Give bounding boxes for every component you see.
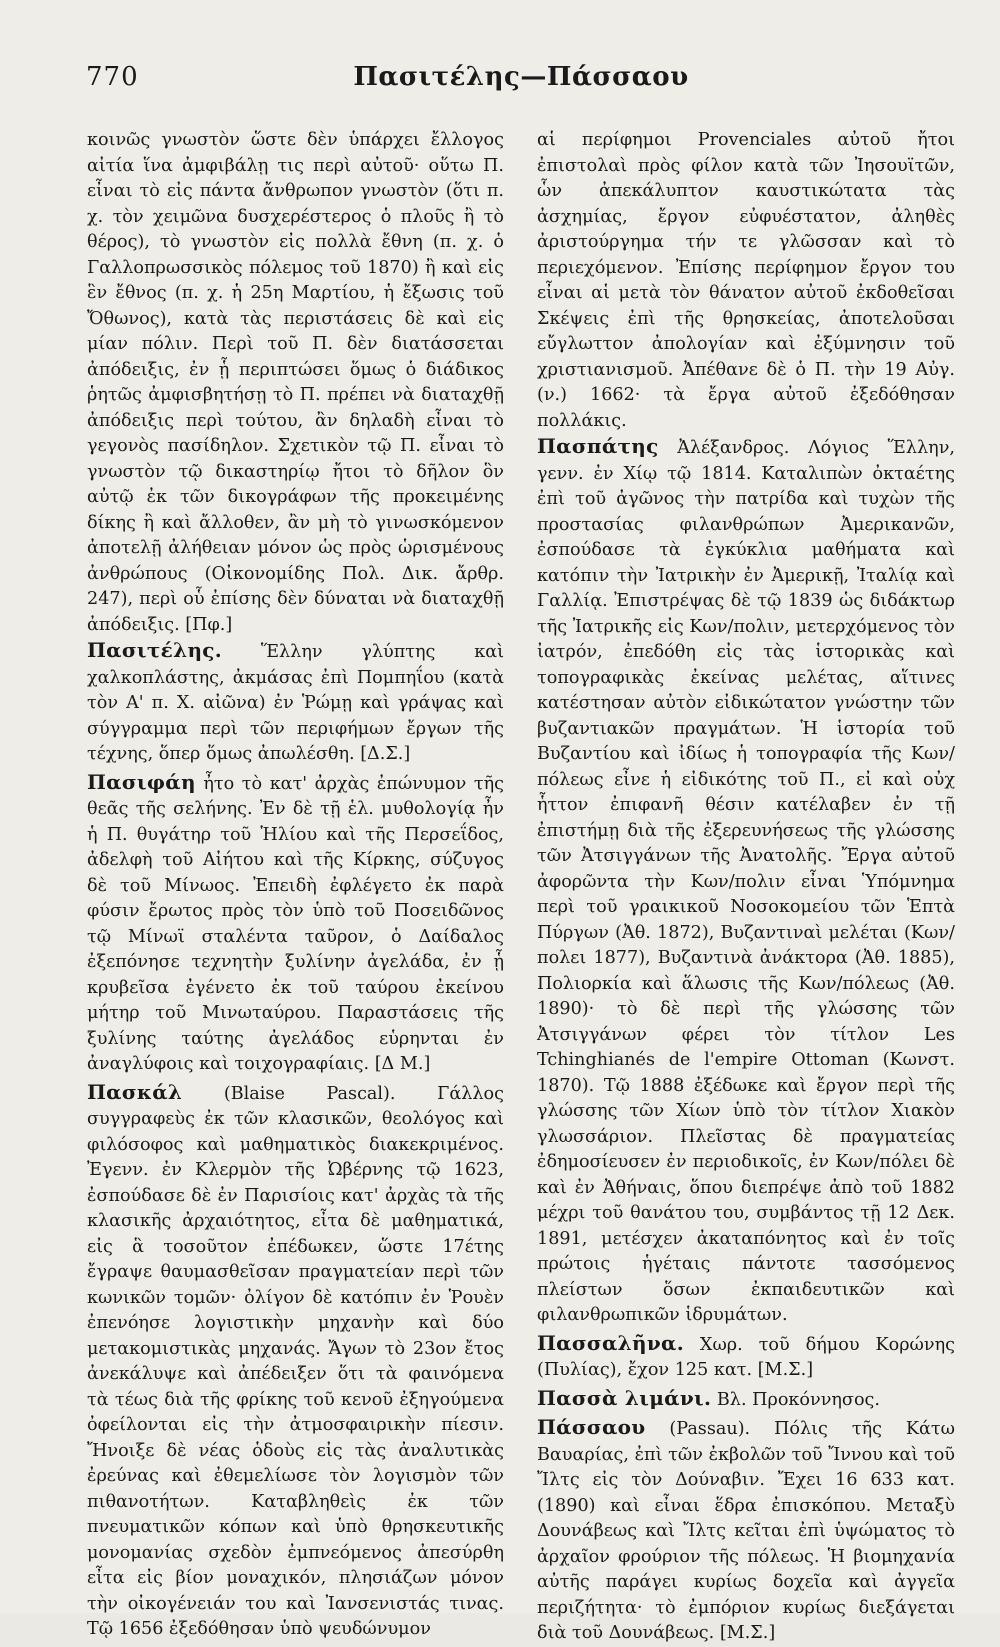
entry-headword: Πασσὰ λιμάνι. — [537, 1385, 712, 1410]
entry-pasiteles — [87, 638, 504, 768]
entry-text: (Passau). Πόλις τῆς Κάτω Βαυαρίας, ἐπὶ τῶν ἐκβολῶν τοῦ Ἴννου καὶ τοῦ Ἴλτς εἰς τὸν Δούναβιν. Ἔχει 16 633 κατ. (1890) καὶ εἶναι ἕδρα ἐπισκόπου. Μεταξὺ Δουνάβεως καὶ Ἴλτς κεῖται ἐπὶ ὑψώματος τὸ ἀρχαῖον φρούριον τῆς πόλεως. Ἡ βιομηχανία αὐτῆς παράγει κυρίως δοχεῖα καὶ ἀγγεῖα περιζήτητα· τὸ ἐμπόριον κυρίως διεξάγεται διὰ τοῦ Δουνάβεως. [Μ.Σ.] — [537, 1419, 955, 1643]
page-header — [86, 62, 956, 102]
entry-headword: Πάσσαου — [537, 1415, 646, 1439]
entry-text: (Blaise Pascal). Γάλλος συγγραφεὺς ἐκ τῶν κλασικῶν, θεολόγος καὶ φιλόσοφος καὶ μαθηματικὸς διακεκριμένος. Ἐγενν. ἐν Κλερμὸν τῆς Ὠβέρνης τῷ 1623, ἐσπούδασε δὲ ἐν Παρισίοις κατ' ἀρχὰς τὰ τῆς κλασικῆς ἀρχαιότητος, εἶτα δὲ μαθηματικά, εἰς ἃ τοσοῦτον ἐπέδωκεν, ὥστε 17έτης ἔγραψε θαυμασθεῖσαν πραγματείαν περὶ τῶν κωνικῶν τομῶν· ὀλίγον δὲ κατόπιν ἐν Ῥουὲν ἐπενόησε λογιστικὴν μηχανὴν καὶ δύο μετακομιστικὰς μηχανάς. Ἄγων τὸ 23ον ἔτος ἀνεκάλυψε καὶ ἀπέδειξεν ὅτι τὰ φαινόμενα τὰ τέως διὰ τῆς φρίκης τοῦ κενοῦ ἐξηγούμενα ὀφείλονται εἰς τὴν ἀτμοσφαιρικὴν πίεσιν. Ἤνοιξε δὲ νέας ὁδοὺς εἰς τὰς ἀναλυτικὰς ἐρεύνας καὶ ἐθεμελίωσε τὸν λογισμὸν τῶν πιθανοτήτων. Καταβληθεὶς ἐκ τῶν πνευματικῶν κόπων καὶ ὑπὸ θρησκευτικῆς μονομανίας σχεδὸν ἐμπνεόμενος ἀπεσύρθη εἶτα εἰς βίον μοναχικόν, πλησιάζων μόνον τὴν οἰκογένειάν του καὶ Ἰανσενιστάς τινας. Τῷ 1656 ἐξεδόθησαν ὑπὸ ψευδώνυμον — [87, 1083, 504, 1639]
entry-headword: Πασπάτης — [537, 434, 659, 458]
right-column — [537, 128, 955, 1647]
entry-headword: Πασιτέλης. — [87, 638, 223, 662]
entry-text: Ἕλλην γλύπτης καὶ χαλκοπλάστης, ἀκμάσας ἐπὶ Πομπηΐου (κατὰ τὸν Α' π. Χ. αἰῶνα) ἐν Ῥώμῃ καὶ γράψας καὶ σύγγραμμα περὶ τῶν περιφήμων ἔργων τῆς τέχνης, ὅπερ ὅμως ἀπωλέσθη. [Δ.Σ.] — [87, 642, 504, 764]
entry-text: Χωρ. τοῦ δήμου Κορώνης (Πυλίας), ἔχον 125 κατ. [Μ.Σ.] — [537, 1334, 955, 1380]
entry-pascal — [87, 1080, 504, 1643]
entry-text: Βλ. Προκόννησος. — [711, 1389, 880, 1410]
entry-text: ἦτο τὸ κατ' ἀρχὰς ἐπώνυμον τῆς θεᾶς τῆς σελήνης. Ἐν δὲ τῇ ἑλ. μυθολογίᾳ ἦν ἡ Π. θυγάτηρ τοῦ Ἡλίου καὶ τῆς Περσεΐδος, ἀδελφὴ τοῦ Αἰήτου καὶ τῆς Κίρκης, σύζυγος δὲ τοῦ Μίνωος. Ἐπειδὴ ἐφλέγετο ἐκ παρὰ φύσιν ἔρωτος πρὸς τὸν ὑπὸ τοῦ Ποσειδῶνος τῷ Μίνωϊ σταλέντα ταῦρον, ὁ Δαίδαλος ἐξεπόνησε τεχνητὴν ξυλίνην ἀγελάδα, ἐν ᾗ κρυβεῖσα ἐγένετο ἐκ τοῦ ταύρου ἐκείνου μήτηρ τοῦ Μινωταύρου. Παραστάσεις τῆς ξυλίνης ταύτης ἀγελάδος εὑρηνται ἐν ἀναγλύφοις καὶ τοιχογραφίαις. [Δ Μ.] — [87, 773, 504, 1074]
entry-headword: Πασιφάη — [87, 769, 196, 794]
entry-continuation: αἱ περίφημοι Provenciales αὐτοῦ ἤτοι ἐπιστολαὶ πρὸς φίλον κατὰ τῶν Ἰησουϊτῶν, ὧν ἀπεκάλυπτον καυστικώτατα τὰς ἀσχημίας, ἔργον εὐφυέστατον, ἀληθὲς ἀριστούργημα τήν τε γλῶσσαν καὶ τὸ περιεχόμενον. Ἐπίσης περίφημον ἔργον του εἶναι αἱ μετὰ τὸν θάνατον αὐτοῦ ἐκδοθεῖσαι Σκέψεις ἐπὶ τῆς θρησκείας, ἀποτελοῦσαι εὔγλωττον ἀπολογίαν καὶ ἐξύμνησιν τοῦ χριστιανισμοῦ. Ἀπέθανε δὲ ὁ Π. τὴν 19 Αὐγ. (ν.) 1662· τὰ ἔργα αὐτοῦ ἐξεδόθησαν πολλάκις. — [537, 130, 955, 431]
left-column — [87, 128, 504, 1643]
page-number: 770 — [86, 62, 139, 92]
entry-headword: Πασκάλ — [87, 1079, 183, 1104]
entry-passa-limani — [537, 1386, 955, 1414]
entry-continuation: κοινῶς γνωστὸν ὥστε δὲν ὑπάρχει ἔλλογος αἰτία ἵνα ἀμφιβάλῃ τις περὶ αὐτοῦ· οὕτω Π. εἶναι τὸ εἰς πάντα ἄνθρωπον γνωστὸν (ὅτι π. χ. τὸν χειμῶνα δυσχερέστερος ὁ πλοῦς ἢ τὸ θέρος), τὸ γνωστὸν εἰς πολλὰ ἔθνη (π. χ. ὁ Γαλλοπρωσσικὸς πόλεμος τοῦ 1870) ἢ καὶ εἰς ἓν ἔθνος (π. χ. ἡ 25η Μαρτίου, ἡ ἔξωσις τοῦ Ὄθωνος), κατὰ τὰς περιστάσεις δὲ καὶ εἰς μίαν πόλιν. Περὶ τοῦ Π. δὲν διατάσσεται ἀπόδειξις, ἐν ᾗ περιπτώσει ὅμως ὁ διάδικος ῥητῶς ἀμφισβητήσῃ τὸ Π. πρέπει νὰ διαταχθῇ ἀπόδειξις περὶ τούτου, ἂν δηλαδὴ εἶναι τὸ γεγονὸς πασίδηλον. Σχετικὸν τῷ Π. εἶναι τὸ γνωστὸν τῷ δικαστηρίῳ ἤτοι τὸ δῆλον ὃν αὐτῷ ἐκ τῶν δικογράφων τῆς προκειμένης δίκης ἢ καὶ ἄλλοθεν, ἂν μὴ τὸ γινωσκόμενον ἀποτελῇ ἀλήθειαν μόνον ὡς πρὸς ὡρισμένους ἀνθρώπους (Οἰκονομίδης Πολ. Δικ. ἄρθρ. 247), περὶ οὗ ἐπίσης δὲν δύναται νὰ διαταχθῇ ἀπόδειξις. [Πφ.] — [87, 130, 504, 635]
entry-headword: Πασσαλῆνα. — [537, 1330, 684, 1355]
entry-passau — [537, 1415, 955, 1647]
entry-passalina — [537, 1331, 955, 1384]
entry-pasiphae — [87, 770, 504, 1078]
entry-text: Ἀλέξανδρος. Λόγιος Ἕλλην, γενν. ἐν Χίῳ τῷ 1814. Καταλιπὼν ὀκταέτης ἐπὶ τοῦ ἀγῶνος τὴν πατρίδα καὶ τυχὼν τῆς προστασίας φιλανθρώπων Ἀμερικανῶν, ἐσπούδασε τὰ ἐγκύκλια μαθήματα καὶ κατόπιν τὴν Ἰατρικὴν ἐν Ἀμερικῇ, Ἰταλίᾳ καὶ Γαλλίᾳ. Ἐπιστρέψας δὲ τῷ 1839 ὡς διδάκτωρ τῆς Ἰατρικῆς εἰς Κων/πολιν, μετερχόμενος τὸν ἰατρόν, ἐπεδόθη εἰς τὰς ἱστορικὰς καὶ τοπογραφικὰς ἐκείνας μελέτας, αἵτινες κατέστησαν αὐτὸν εἰδικώτατον γνώστην τῶν βυζαντιακῶν πραγμάτων. Ἡ ἱστορία τοῦ Βυζαντίου καὶ ἰδίως ἡ τοπογραφία τῆς Κων/πόλεως εἶνε ἡ εἰδικότης τοῦ Π., εἰ καὶ οὐχ ἧττον ἐπιφανῆ θέσιν κατέλαβεν ἐν τῇ ἐπιστήμῃ διὰ τῆς ἐξερευνήσεως τῆς γλώσσης τῶν Ἀτσιγγάνων τῆς Ἀνατολῆς. Ἔργα αὐτοῦ ἀφορῶντα τὴν Κων/πολιν εἶναι Ὑπόμνημα περὶ τοῦ γραικικοῦ Νοσοκομείου τῶν Ἑπτὰ Πύργων (Ἀθ. 1872), Βυζαντιναὶ μελέται (Κων/πολει 1877), Βυζαντινὰ ἀνάκτορα (Ἀθ. 1885), Πολιορκία καὶ ἅλωσις τῆς Κων/πόλεως (Ἀθ. 1890)· τὸ δὲ περὶ τῆς γλώσσης τῶν Ἀτσιγγάνων φέρει τὸν τίτλον Les Tchinghianés de l'empire Ottoman (Κωνστ. 1870). Τῷ 1888 ἐξέδωκε καὶ ἔργον περὶ τῆς γλώσσης τῶν Χίων ὑπὸ τὸν τίτλον Χιακὸν γλωσσάριον. Πλεῖστας δὲ πραγματείας ἐδημοσίευσεν ἐν περιοδικοῖς, ἐν Κων/πόλει δὲ καὶ ἐν Ἀθήναις, ὅπου διεπρέψε ἀπὸ τοῦ 1882 μέχρι τοῦ θανάτου του, συμβάντος τῇ 12 Δεκ. 1891, μετέσχεν ἀκαταπόνητος καὶ ἐν τοῖς πρώτοις ἡγέταις πάντοτε τασσόμενος πλείστων ὅσων ἐκπαιδευτικῶν καὶ φιλανθρωπικῶν ἱδρυμάτων. — [537, 438, 955, 1325]
running-head: Πασιτέλης—Πάσσαου — [353, 62, 689, 92]
entry-paspatis — [537, 434, 955, 1329]
